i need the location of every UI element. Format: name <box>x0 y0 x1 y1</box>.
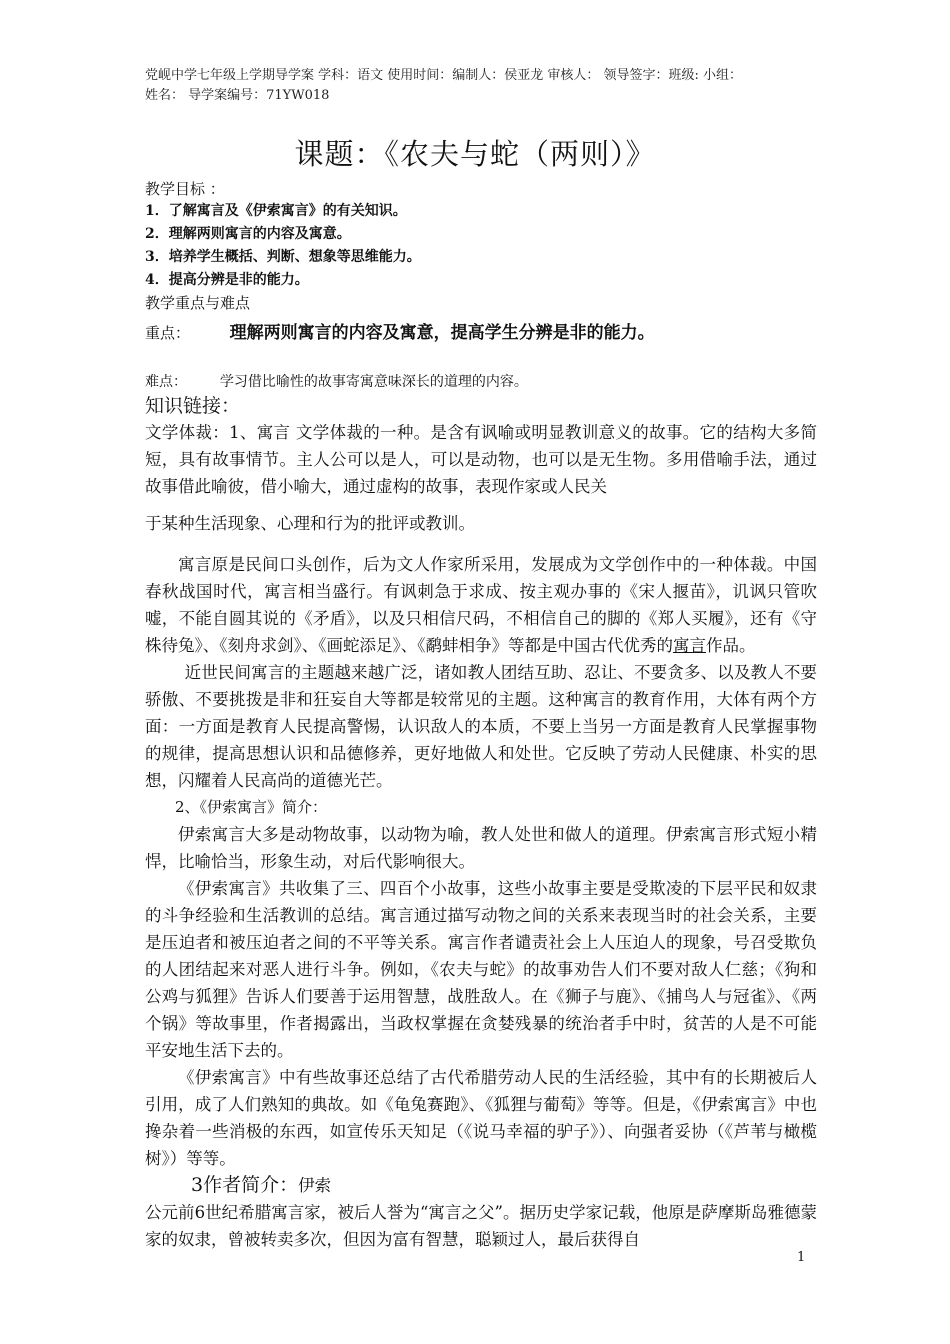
page-number: 1 <box>797 1250 806 1265</box>
key-point <box>145 318 817 343</box>
goal-item: 1．了解寓言及《伊索寓言》的有关知识。 <box>145 203 407 219</box>
genre-paragraph-end: 于某种生活现象、心理和行为的批评或教训。 <box>145 514 475 533</box>
aesop-experience-paragraph: 《伊索寓言》中有些故事还总结了古代希腊劳动人民的生活经验，其中有的长期被后人引用，成了人们熟知的典故。如《龟兔赛跑》、《狐狸与葡萄》等等。但是，《伊索寓言》中也搀杂着一些消极的东西，如宣传乐天知足（《说马幸福的驴子》）、向强者妥协（《芦苇与橄榄树》）等等。 <box>145 1068 817 1168</box>
fable-origin-tail: 作品。 <box>706 636 756 655</box>
difficulty-text: 学习借比喻性的故事寄寓意味深长的道理的内容。 <box>219 374 528 390</box>
aesop-intro-heading: 2、《伊索寓言》简介： <box>175 798 328 816</box>
page-header <box>145 66 825 106</box>
author-heading <box>145 1172 817 1199</box>
genre-paragraph: 文学体裁：1、寓言 文学体裁的一种。是含有讽喻或明显教训意义的故事。它的结构大多简短，具有故事情节。主人公可以是人，可以是动物，也可以是无生物。多用借喻手法，通过故事借此喻彼，借小喻大，通过虚构的故事，表现作家或人民关 <box>145 423 817 496</box>
author-heading-label: 3作者简介： <box>191 1174 299 1196</box>
header-line-1: 党岘中学七年级上学期导学案 学科：语文 使用时间：编制人：侯亚龙 审核人： 领导签字：班级: 小组： <box>145 68 743 83</box>
header-line-2: 姓名： 导学案编号：71YW018 <box>145 88 330 103</box>
author-name: 伊索 <box>298 1176 332 1195</box>
key-point-text: 理解两则寓言的内容及寓意，提高学生分辨是非的能力。 <box>229 323 655 343</box>
difficulty-label: 难点： <box>145 374 187 390</box>
goal-item: 2．理解两则寓言的内容及寓意。 <box>145 226 351 242</box>
knowledge-heading: 知识链接： <box>145 395 241 417</box>
fable-link[interactable]: 寓言 <box>673 636 706 655</box>
key-point-label: 重点： <box>145 324 191 342</box>
author-paragraph: 公元前6世纪希腊寓言家，被后人誉为“寓言之父”。据历史学家记载，他原是萨摩斯岛雅德蒙家的奴隶，曾被转卖多次，但因为富有智慧，聪颖过人，最后获得自 <box>145 1203 817 1249</box>
fable-origin-text: 寓言原是民间口头创作，后为文人作家所采用，发展成为文学创作中的一种体裁。中国春秋战国时代，寓言相当盛行。有讽刺急于求成、按主观办事的《宋人揠苗》，讥讽只管吹嘘，不能自圆其说的《矛盾》，以及只相信尺码，不相信自己的脚的《郑人买履》，还有《守株待兔》、《刻舟求剑》、《画蛇添足》、《鹬蚌相争》等都是中国古代优秀的 <box>145 555 817 655</box>
difficulty-point <box>145 371 817 391</box>
goals-heading: 教学目标 ： <box>145 180 225 198</box>
aesop-collection-paragraph: 《伊索寓言》共收集了三、四百个小故事，这些小故事主要是受欺凌的下层平民和奴隶的斗争经验和生活教训的总结。寓言通过描写动物之间的关系来表现当时的社会关系，主要是压迫者和被压迫者之间的不平等关系。寓言作者谴责社会上人压迫人的现象，号召受欺负的人团结起来对恶人进行斗争。例如，《农夫与蛇》的故事劝告人们不要对敌人仁慈；《狗和公鸡与狐狸》告诉人们要善于运用智慧，战胜敌人。在《狮子与鹿》、《捕鸟人与冠雀》、《两个锅》等故事里，作者揭露出，当政权掌握在贪婪残暴的统治者手中时，贫苦的人是不可能平安地生活下去的。 <box>145 879 817 1060</box>
aesop-intro-paragraph: 伊索寓言大多是动物故事，以动物为喻，教人处世和做人的道理。伊索寓言形式短小精悍，比喻恰当，形象生动，对后代影响很大。 <box>145 825 817 871</box>
keypoints-heading: 教学重点与难点 <box>145 294 251 312</box>
goal-item: 3．培养学生概括、判断、想象等思维能力。 <box>145 249 421 265</box>
lesson-title: 课题：《农夫与蛇（两则）》 <box>294 137 656 171</box>
fable-origin-paragraph <box>145 551 817 659</box>
modern-fable-paragraph: 近世民间寓言的主题越来越广泛，诸如教人团结互助、忍让、不要贪多、以及教人不要骄傲、不要挑拨是非和狂妄自大等都是较常见的主题。这种寓言的教育作用，大体有两个方面：一方面是教育人民提高警惕，认识敌人的本质，不要上当另一方面是教育人民掌握事物的规律，提高思想认识和品德修养，更好地做人和处世。它反映了劳动人民健康、朴实的思想，闪耀着人民高尚的道德光芒。 <box>145 663 817 790</box>
main-content <box>145 178 817 1253</box>
goal-item: 4．提高分辨是非的能力。 <box>145 272 309 288</box>
